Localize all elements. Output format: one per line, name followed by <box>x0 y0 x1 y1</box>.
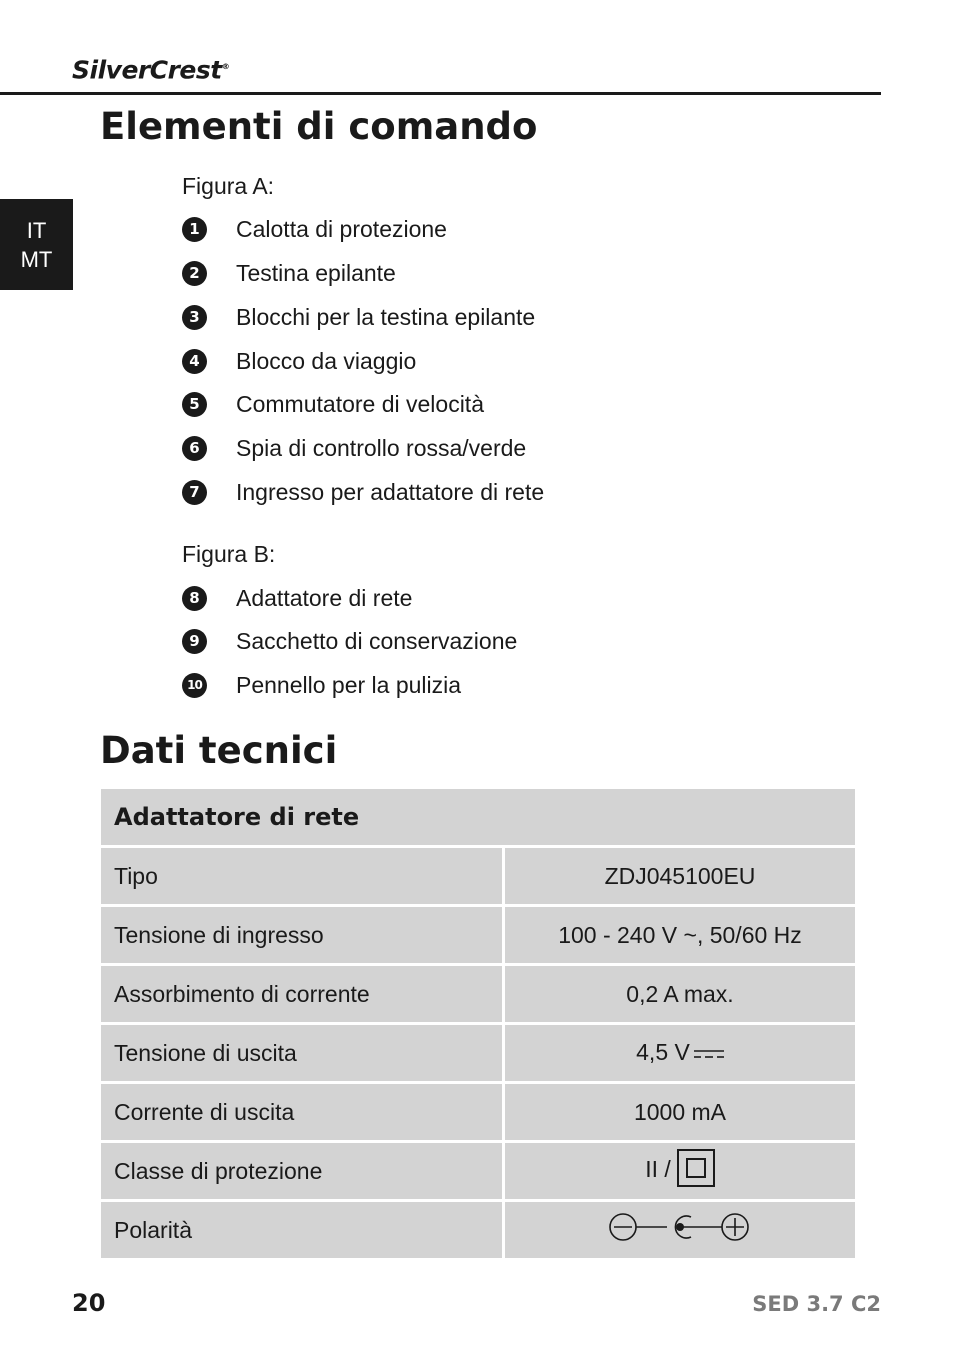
list-item <box>182 302 535 332</box>
figure-a-label: Figura A: <box>182 173 275 199</box>
model-number: SED 3.7 C2 <box>752 1292 881 1316</box>
number-badge: 9 <box>182 629 207 654</box>
item-label: Calotta di protezione <box>236 216 447 242</box>
item-label: Blocchi per la testina epilante <box>236 304 536 330</box>
spec-key: Tensione di uscita <box>101 1025 505 1081</box>
list-item <box>182 389 484 419</box>
number-badge: 6 <box>182 436 207 461</box>
item-label: Blocco da viaggio <box>236 348 417 374</box>
spec-value-cell <box>505 1202 855 1258</box>
double-insulation-icon <box>677 1149 715 1193</box>
spec-value: 100 - 240 V ~, 50/60 Hz <box>505 907 855 963</box>
item-label: Sacchetto di conservazione <box>236 628 518 654</box>
spec-value: II / <box>645 1156 671 1183</box>
table-row <box>101 966 855 1022</box>
table-header-row <box>101 789 855 845</box>
spec-table <box>101 786 855 1261</box>
list-item <box>182 583 412 613</box>
list-item <box>182 346 416 376</box>
table-row <box>101 1143 855 1199</box>
spec-value: 0,2 A max. <box>505 966 855 1022</box>
section-title-controls: Elementi di comando <box>100 105 538 148</box>
brand-name: SilverCrest <box>72 55 222 85</box>
item-label: Spia di controllo rossa/verde <box>236 435 527 461</box>
spec-key: Tipo <box>101 848 505 904</box>
number-badge: 5 <box>182 392 207 417</box>
item-label: Testina epilante <box>236 260 396 286</box>
section-title-specs: Dati tecnici <box>100 729 338 772</box>
table-row <box>101 1084 855 1140</box>
direct-current-icon <box>694 1040 724 1067</box>
number-badge: 10 <box>182 673 207 698</box>
spec-key: Tensione di ingresso <box>101 907 505 963</box>
spec-value: 1000 mA <box>505 1084 855 1140</box>
brand-logo <box>72 52 229 85</box>
list-item <box>182 258 396 288</box>
list-item <box>182 477 544 507</box>
list-item <box>182 670 461 700</box>
number-badge: 1 <box>182 217 207 242</box>
number-badge: 4 <box>182 349 207 374</box>
language-tab <box>0 199 73 290</box>
registered-mark: ® <box>221 62 230 71</box>
table-row <box>101 1025 855 1081</box>
number-badge: 2 <box>182 261 207 286</box>
list-item <box>182 626 517 656</box>
table-row <box>101 907 855 963</box>
item-label: Commutatore di velocità <box>236 391 484 417</box>
number-badge: 3 <box>182 305 207 330</box>
list-item <box>182 214 447 244</box>
polarity-icon <box>607 1212 753 1248</box>
item-label: Adattatore di rete <box>236 585 413 611</box>
spec-value-cell <box>505 1025 855 1081</box>
figure-b-label: Figura B: <box>182 541 276 567</box>
spec-value: 4,5 V <box>636 1038 690 1065</box>
item-label: Ingresso per adattatore di rete <box>236 479 545 505</box>
list-item <box>182 433 526 463</box>
table-row <box>101 1202 855 1258</box>
table-header: Adattatore di rete <box>101 789 855 845</box>
page-number: 20 <box>72 1289 106 1317</box>
spec-value-cell <box>505 1143 855 1199</box>
spec-key: Classe di protezione <box>101 1143 505 1199</box>
language-code-it: IT <box>26 217 47 243</box>
header-rule <box>0 92 881 95</box>
spec-key: Polarità <box>101 1202 505 1258</box>
spec-key: Assorbimento di corrente <box>101 966 505 1022</box>
spec-key: Corrente di uscita <box>101 1084 505 1140</box>
language-code-mt: MT <box>20 246 53 272</box>
spec-value: ZDJ045100EU <box>505 848 855 904</box>
number-badge: 8 <box>182 586 207 611</box>
number-badge: 7 <box>182 480 207 505</box>
item-label: Pennello per la pulizia <box>236 672 462 698</box>
table-row <box>101 848 855 904</box>
